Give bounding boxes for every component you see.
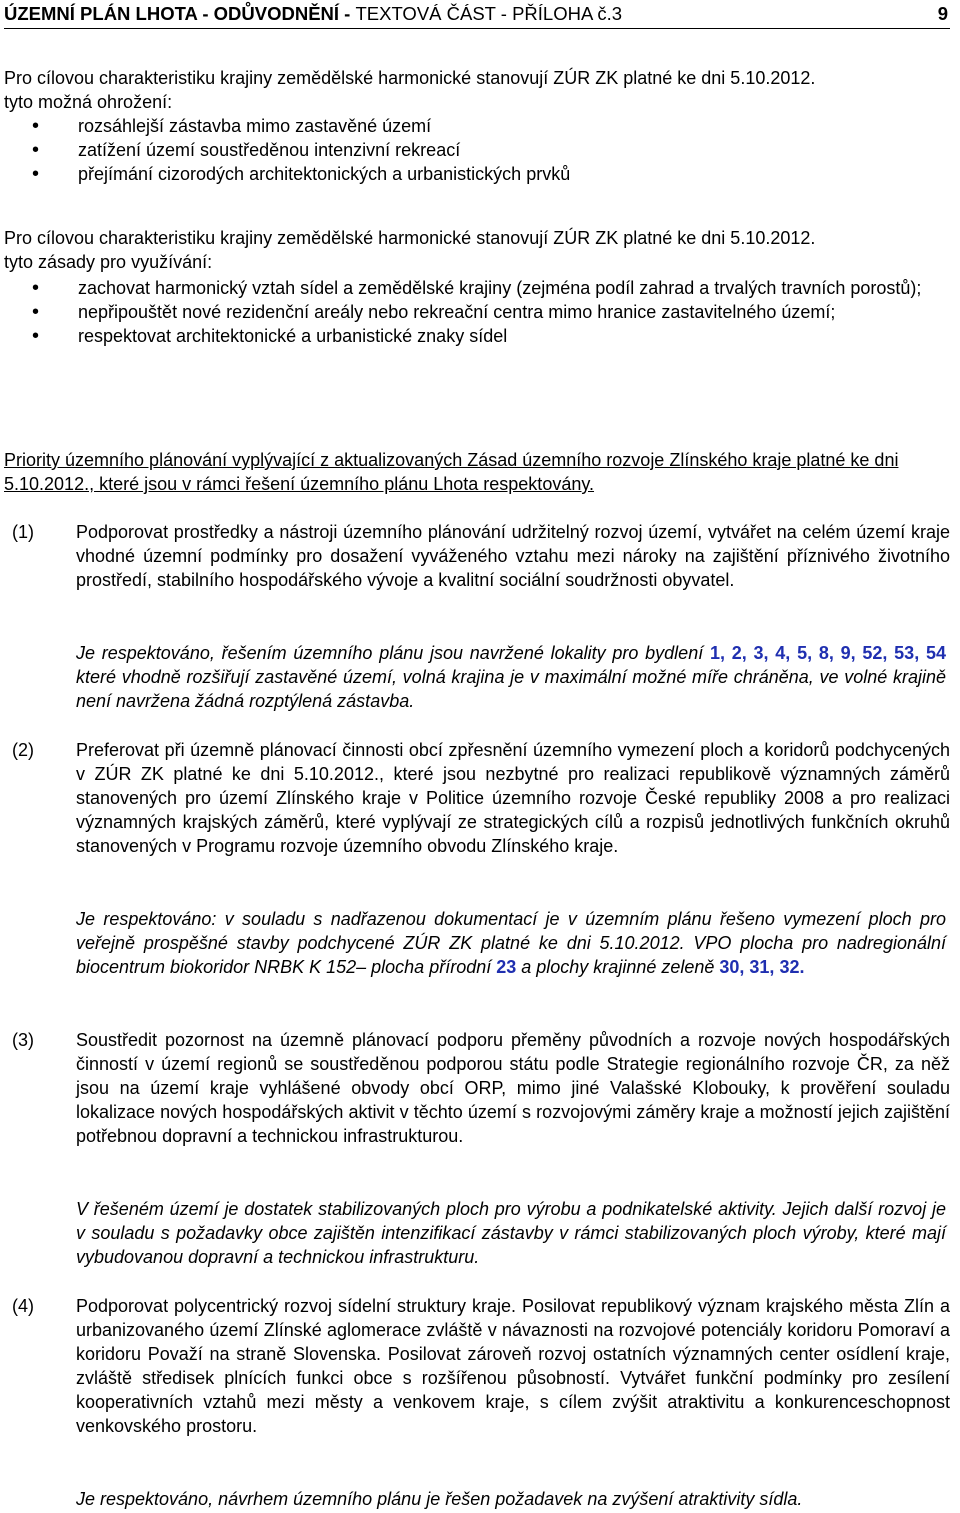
note-highlight: 30, 31, 32. <box>719 957 805 977</box>
priority-item-2 <box>4 738 950 858</box>
item-number: (1) <box>12 522 34 542</box>
item-text: Soustředit pozornost na územně plánovací podporu přeměny původních a rozvoje nových hospodářských činností v území regionů se soustředěnou podporou státu podle Strategie regionálního rozvoje ČR, za něž jsou na území kraje vyhlášené obvody obcí ORP, mimo jiné Valašské Klobouky, k prověření souladu lokalizace nových hospodářských aktivit v těchto území s rozvojovými záměry kraje a možností jejich zajištění potřebnou dopravní a technickou infrastrukturou. <box>76 1030 950 1146</box>
list-item: • nepřipouštět nové rezidenční areály nebo rekreační centra mimo hranice zastavitelného území; <box>4 300 954 324</box>
item-2-note <box>76 907 946 979</box>
list-item: • rozsáhlejší zástavba mimo zastavěné území <box>4 114 954 138</box>
priority-item-3 <box>4 1028 950 1148</box>
note-highlight: 23 <box>496 957 517 977</box>
item-number: (4) <box>12 1296 34 1316</box>
principles-intro-2: tyto zásady pro využívání: <box>4 252 213 272</box>
list-item: • respektovat architektonické a urbanistické znaky sídel <box>4 324 954 348</box>
note-highlight: 1, 2, 3, 4, 5, 8, 9, 52, 53, 54 <box>709 643 946 663</box>
header-title-normal: TEXTOVÁ ČÁST - PŘÍLOHA č.3 <box>355 3 623 24</box>
threats-section <box>4 66 954 186</box>
list-item: • přejímání cizorodých architektonických a urbanistických prvků <box>4 162 954 186</box>
list-item: • zachovat harmonický vztah sídel a zemědělské krajiny (zejména podíl zahrad a trvalých travních porostů); <box>4 276 954 300</box>
priority-item-1 <box>4 520 950 592</box>
priorities-heading: Priority územního plánování vyplývající z aktualizovaných Zásad územního rozvoje Zlínského kraje platné ke dni 5.10.2012., které jsou v rámci řešení územního plánu Lhota respektovány. <box>4 450 899 494</box>
principles-intro-1: Pro cílovou charakteristiku krajiny zemědělské harmonické stanovují ZÚR ZK platné ke dni 5.10.2012. <box>4 228 816 248</box>
list-item: • zatížení území soustředěnou intenzivní rekreací <box>4 138 954 162</box>
priority-item-4 <box>4 1294 950 1438</box>
note-text: které vhodně rozšiřují zastavěné území, volná krajina je v maximální možné míře chráněna, ve volné krajině není navržena žádná rozptýlená zástavba. <box>76 667 946 711</box>
item-4-note: Je respektováno, návrhem územního plánu je řešen požadavek na zvýšení atraktivity sídla. <box>76 1489 803 1509</box>
item-number: (2) <box>12 740 34 760</box>
item-number: (3) <box>12 1030 34 1050</box>
item-3-note: V řešeném území je dostatek stabilizovaných ploch pro výrobu a podnikatelské aktivity. Jejich další rozvoj je v souladu s požadavky obce zajištěn intenzifikací zástavby v rámci stabilizovaných ploch výroby, které mají vybudovanou dopravní a technickou infrastrukturu. <box>76 1199 946 1267</box>
principles-section <box>4 226 954 348</box>
threats-intro-1: Pro cílovou charakteristiku krajiny zemědělské harmonické stanovují ZÚR ZK platné ke dni 5.10.2012. <box>4 68 816 88</box>
principles-list <box>4 276 954 348</box>
item-text: Preferovat při územně plánovací činnosti obcí zpřesnění územního vymezení ploch a koridorů podchycených v ZÚR ZK platné ke dni 5.10.2012., které jsou nezbytné pro realizaci republikově významných záměrů stanovených pro území Zlínského kraje v Politice územního rozvoje České republiky 2008 a pro realizaci významných krajských záměrů, které vyplývají ze strategických cílů a rozpisů jednotlivých funkčních okruhů stanovených v Programu rozvoje územního obvodu Zlínského kraje. <box>76 740 950 856</box>
note-text: Je respektováno: v souladu s nadřazenou dokumentací je v územním plánu řešeno vymezení ploch pro veřejně prospěšné stavby podchycené ZÚR ZK platné ke dni 5.10.2012. VPO plocha pro nadregionální biocentrum biokoridor NRBK K 152– plocha přírodní <box>76 909 946 977</box>
header-title-bold: ÚZEMNÍ PLÁN LHOTA - ODŮVODNĚNÍ - <box>4 3 356 24</box>
note-text: a plochy krajinné zeleně <box>516 957 720 977</box>
page-number: 9 <box>937 3 948 24</box>
threats-intro-2: tyto možná ohrožení: <box>4 92 173 112</box>
threats-list <box>4 114 954 186</box>
document-header <box>4 2 950 29</box>
note-text: Je respektováno, řešením územního plánu jsou navržené lokality pro bydlení <box>76 643 710 663</box>
item-text: Podporovat prostředky a nástroji územního plánování udržitelný rozvoj území, vytvářet na celém území kraje vhodné územní podmínky pro dosažení vyváženého vztahu mezi nároky na zajištění příznivého životního prostředí, stabilního hospodářského vývoje a kvalitní sociální soudržnosti obyvatel. <box>76 522 950 590</box>
item-1-note <box>76 641 946 713</box>
item-text: Podporovat polycentrický rozvoj sídelní struktury kraje. Posilovat republikový význam krajského města Zlín a urbanizovaného území Zlínské aglomerace zvláště v návaznosti na rozvojové potenciály koridoru Pomoraví a koridoru Považí na straně Slovenska. Posilovat zároveň rozvoj ostatních významných center osídlení kraje, zvláště středisek plnících funkci obce s rozšířenou působností. Vytvářet funkční podmínky pro zesílení kooperativních vztahů mezi městy a venkovem kraje, s cílem zvýšit atraktivitu a konkurenceschopnost venkovského prostoru. <box>76 1296 950 1436</box>
